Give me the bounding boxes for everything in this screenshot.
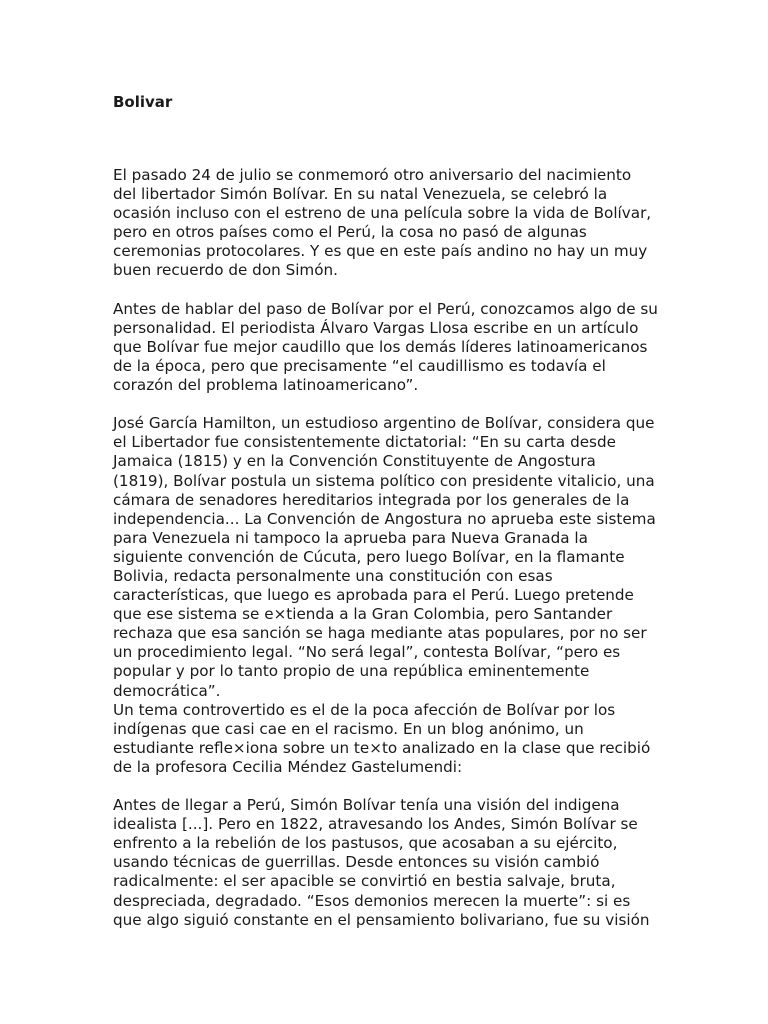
text-line: ceremonias protocolares. Y es que en este país andino no hay un muy [113,242,648,261]
text-line: usando técnicas de guerrillas. Desde entonces su visión cambió [113,853,600,872]
text-line: independencia... La Convención de Angostura no aprueba este sistema [113,509,656,528]
text-line: estudiante refle×iona sobre un te×to analizado en la clase que recibió [113,738,651,757]
text-line: El pasado 24 de julio se conmemoró otro aniversario del nacimiento [113,166,632,184]
text-line: enfrento a la rebelión de los pastusos, que acosaban a su ejército, [113,834,618,853]
text-line: características, que luego es aprobada para el Perú. Luego pretende [113,586,634,605]
text-line: Un tema controvertido es el de la poca afección de Bolívar por los [113,700,616,719]
text-line: para Venezuela ni tampoco la aprueba para Nueva Granada la [113,528,588,547]
text-line: de la profesora Cecilia Méndez Gastelumendi: [113,757,463,776]
text-line: el Libertador fue consistentemente dictatorial: “En su carta desde [113,433,616,452]
document-body [113,166,673,930]
text-line: corazón del problema latinoamericano”. [113,376,419,395]
text-line: siguiente convención de Cúcuta, pero luego Bolívar, en la flamante [113,547,625,566]
text-line: radicalmente: el ser apacible se convirtió en bestia salvaje, bruta, [113,872,616,891]
text-line: indígenas que casi cae en el racismo. En un blog anónimo, un [113,719,584,738]
paragraph [113,796,673,930]
text-line: democrática”. [113,681,221,700]
text-line: Antes de llegar a Perú, Simón Bolívar tenía una visión del indigena [113,796,620,815]
paragraph [113,414,673,700]
text-line: que algo siguió constante en el pensamiento bolivariano, fue su visión [113,910,650,929]
paragraph [113,166,673,281]
paragraph [113,300,673,395]
text-line: cámara de senadores hereditarios integrada por los generales de la [113,490,630,509]
paragraph [113,701,673,777]
text-line: Bolivia, redacta personalmente una constitución con esas [113,566,553,585]
text-line: de la época, pero que precisamente “el caudillismo es todavía el [113,356,606,375]
text-line: idealista [...]. Pero en 1822, atravesando los Andes, Simón Bolívar se [113,815,638,834]
text-line: rechaza que esa sanción se haga mediante atas populares, por no ser [113,624,647,643]
document-title: Bolivar [113,93,173,111]
text-line: Jamaica (1815) y en la Convención Constituyente de Angostura [113,452,596,471]
text-line: buen recuerdo de don Simón. [113,261,338,280]
text-line: del libertador Simón Bolívar. En su natal Venezuela, se celebró la [113,185,608,204]
text-line: que Bolívar fue mejor caudillo que los demás líderes latinoamericanos [113,337,648,356]
text-line: un procedimiento legal. “No será legal”, contesta Bolívar, “pero es [113,643,621,662]
text-line: que ese sistema se e×tienda a la Gran Colombia, pero Santander [113,605,613,624]
text-line: personalidad. El periodista Álvaro Vargas Llosa escribe en un artículo [113,318,639,337]
text-line: José García Hamilton, un estudioso argentino de Bolívar, considera que [113,414,655,433]
text-line: despreciada, degradado. “Esos demonios merecen la muerte”: si es [113,891,631,910]
text-line: Antes de hablar del paso de Bolívar por el Perú, conozcamos algo de su [113,299,658,318]
text-line: popular y por lo tanto propio de una república eminentemente [113,662,590,681]
text-line: ocasión incluso con el estreno de una película sobre la vida de Bolívar, [113,204,652,223]
text-line: (1819), Bolívar postula un sistema político con presidente vitalicio, una [113,471,655,490]
text-line: pero en otros países como el Perú, la cosa no pasó de algunas [113,223,587,242]
